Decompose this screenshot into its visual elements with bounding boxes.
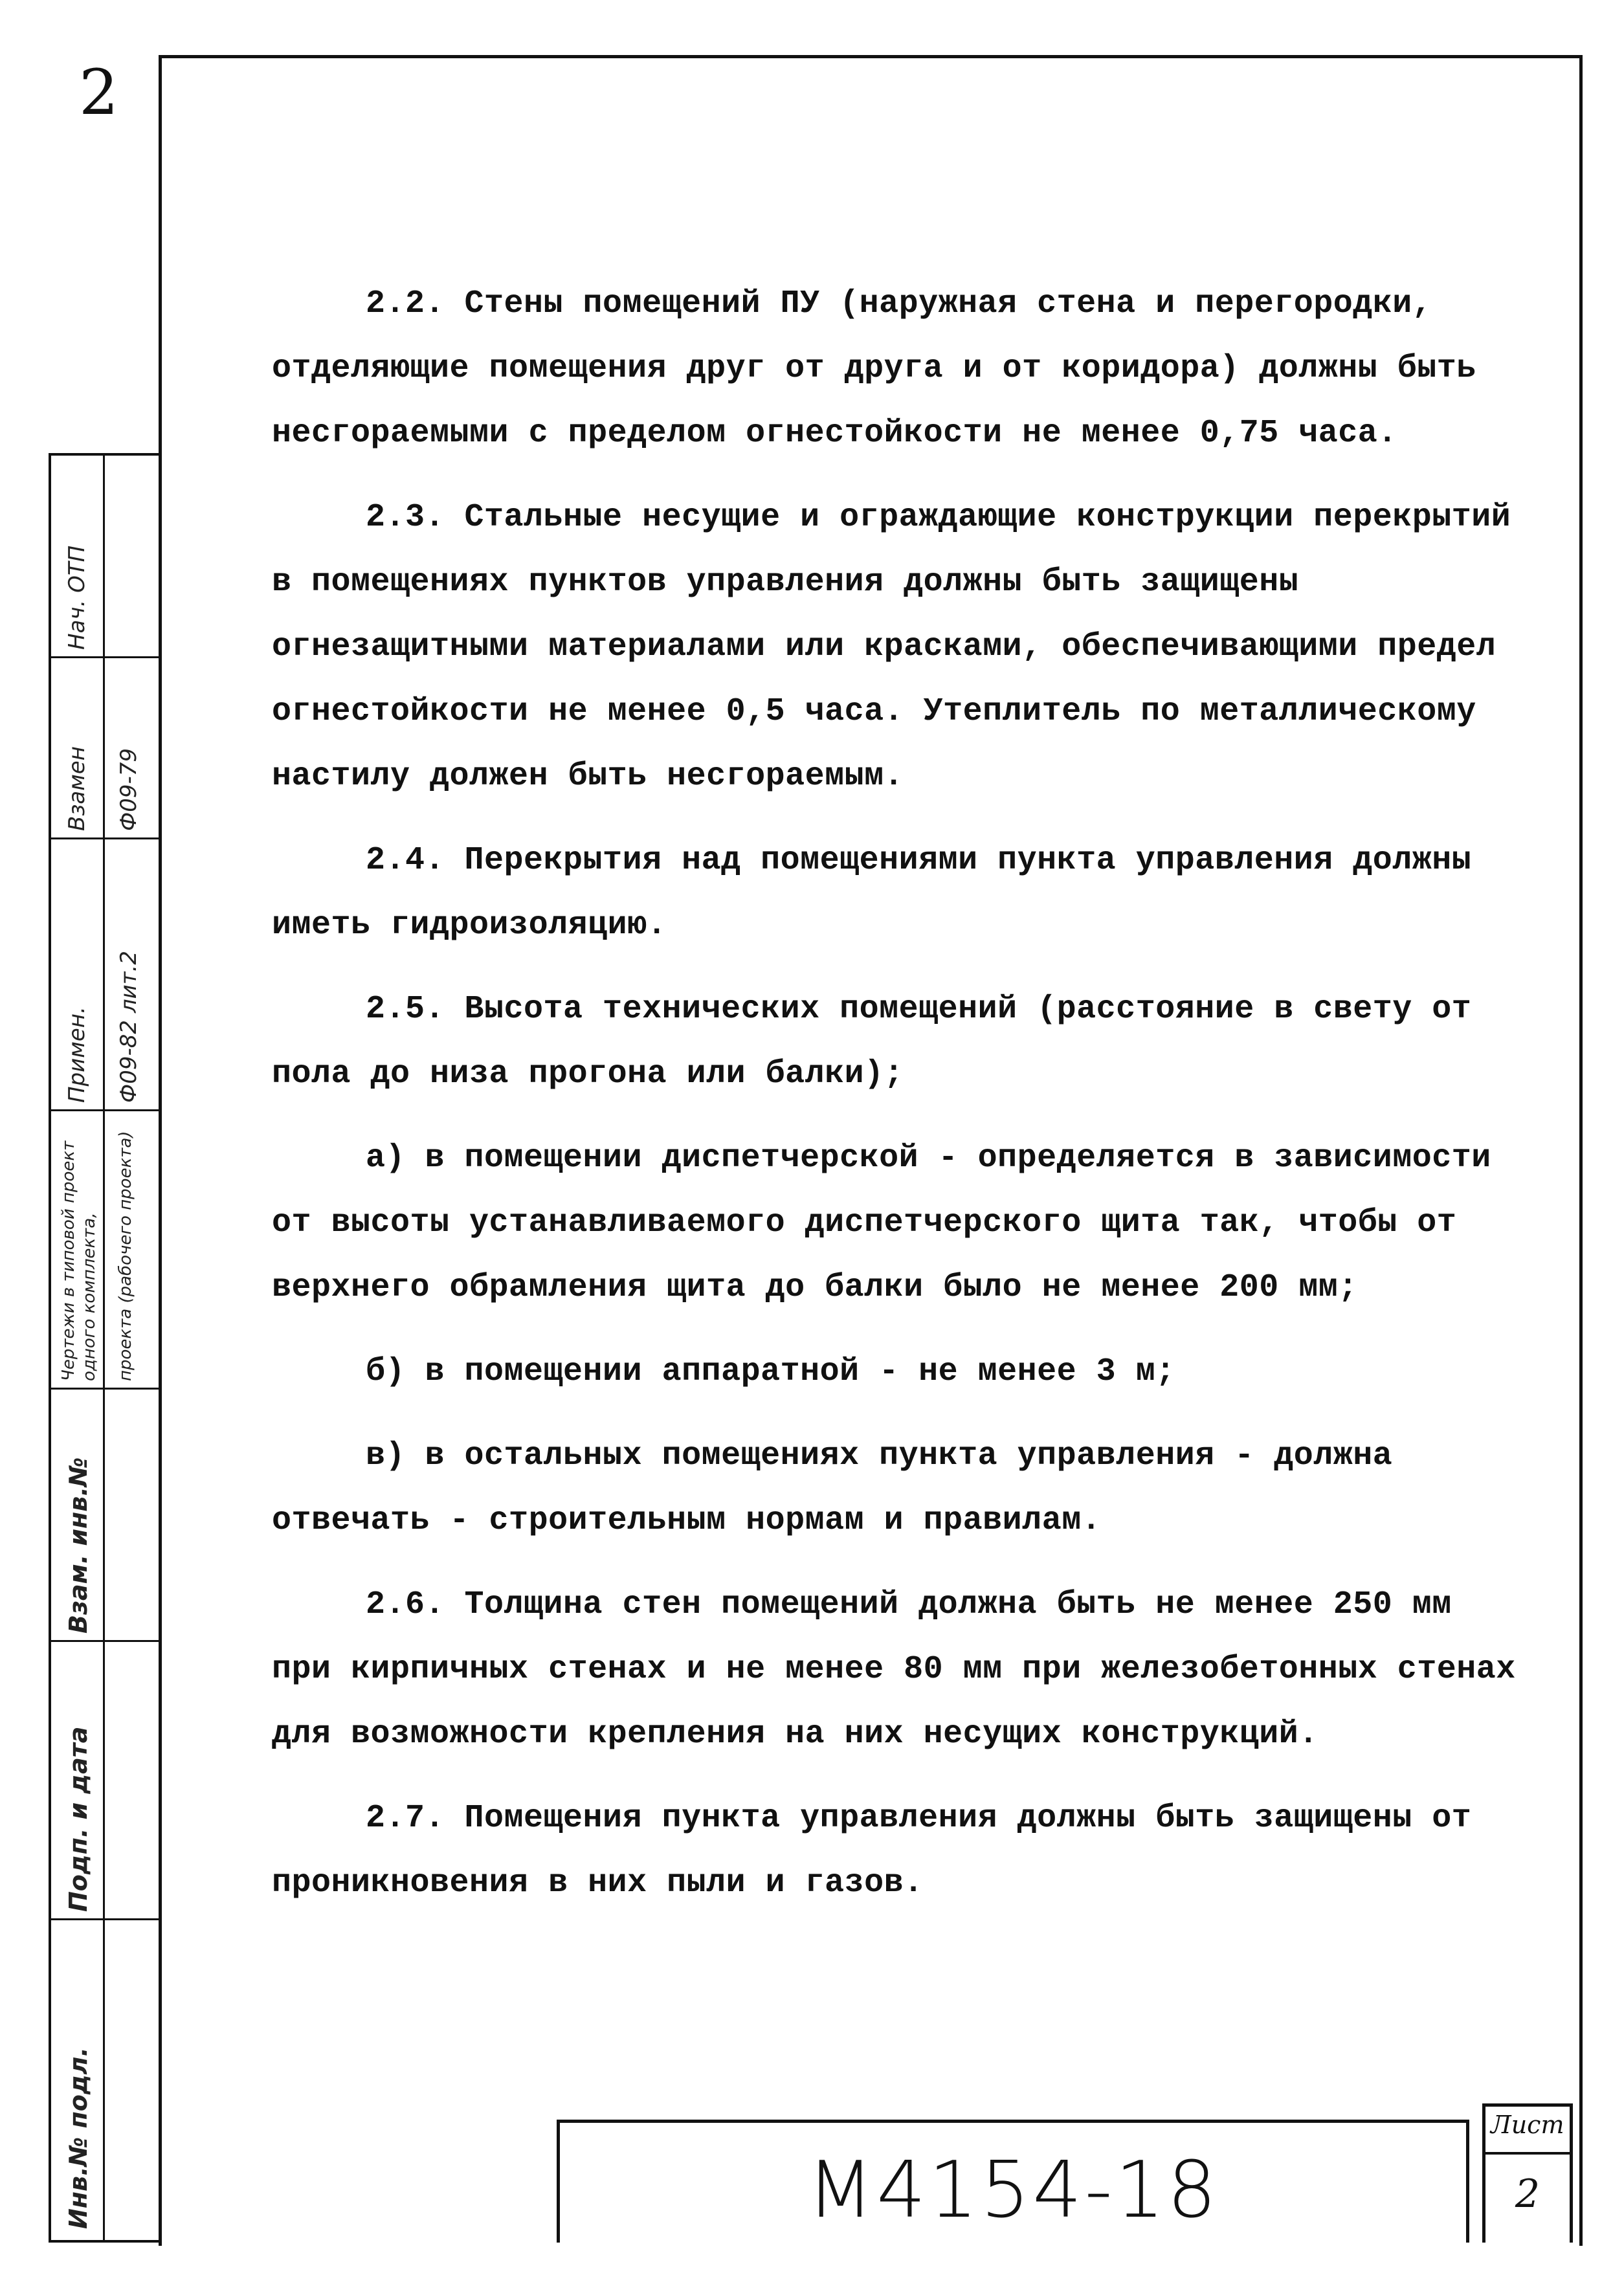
paragraph-2-5-v: в) в остальных помещениях пункта управления - должна отвечать - строительным нормам и правилам. [272, 1437, 1393, 1539]
stamp-podp-data: Подп. и дата [64, 1726, 93, 1912]
document-code: М4154-18 [806, 2145, 1219, 2235]
paragraph-2-5: 2.5. Высота технических помещений (расстояние в свету от пола до низа прогона или балки); [272, 991, 1472, 1092]
stamp-prim-value: Ф09-82 лит.2 [116, 951, 142, 1103]
stamp-chertezhi: Чертежи в типовой проект [59, 1140, 78, 1381]
paragraph-2-6: 2.6. Толщина стен помещений должна быть не менее 250 мм при кирпичных стенах и не менее 80 мм при железобетонных стенах для возможности крепления на них несущих конструкций. [272, 1586, 1516, 1753]
paragraph-2-4: 2.4. Перекрытия над помещениями пункта управления должны иметь гидроизоляцию. [272, 842, 1472, 944]
stamp-chertezhi-2: одного комплекта, [80, 1212, 99, 1381]
stamp-vzamen: Взамен [64, 746, 90, 831]
stamp-column-divider [103, 456, 105, 2240]
stamp-row-divider [51, 837, 159, 839]
stamp-inv-podl: Инв.№ подл. [64, 2047, 93, 2229]
sheet-number: 2 [1515, 2171, 1541, 2217]
stamp-chertezhi-3: проекта (рабочего проекта) [116, 1131, 135, 1381]
paragraph-2-2: 2.2. Стены помещений ПУ (наружная стена и перегородки, отделяющие помещения друг от друга и от коридора) должны быть несгораемыми с пределом огнестойкости не менее 0,75 часа. [272, 285, 1476, 452]
stamp-row-divider [51, 1640, 159, 1642]
paragraph-2-5-b: б) в помещении аппаратной - не менее 3 м; [366, 1353, 1175, 1390]
paragraph-2-3: 2.3. Стальные несущие и ограждающие конструкции перекрытий в помещениях пунктов управления должны быть защищены огнезащитными материалами или красками, обеспечивающими предел огнестойкости не менее 0,5 часа. Утеплитель по металлическому настилу должен быть несгораемым. [272, 499, 1511, 795]
paragraph-2-7: 2.7. Помещения пункта управления должны быть защищены от проникновения в них пыли и газов. [272, 1800, 1472, 1901]
stamp-row-divider [51, 1388, 159, 1390]
sheet-box [1482, 2103, 1573, 2243]
document-body [272, 272, 1521, 1935]
stamp-row-divider [51, 1918, 159, 1920]
margin-stamp [49, 453, 159, 2243]
stamp-vzamen-value: Ф09-79 [116, 748, 142, 831]
corner-page-number: 2 [79, 56, 119, 129]
document-code-box [557, 2120, 1469, 2243]
stamp-prim: Примен. [64, 1006, 90, 1103]
sheet-label: Лист [1491, 2111, 1564, 2139]
stamp-nach-otp: Нач. ОТП [64, 545, 90, 650]
sheet-divider [1485, 2152, 1570, 2155]
stamp-vzam-inv: Взам. инв.№ [64, 1457, 93, 1634]
stamp-row-divider [51, 1109, 159, 1111]
stamp-row-divider [51, 656, 159, 658]
paragraph-2-5-a: а) в помещении диспетчерской - определяется в зависимости от высоты устанавливаемого диспетчерского щита так, чтобы от верхнего обрамления щита до балки было не менее 200 мм; [272, 1140, 1491, 1306]
